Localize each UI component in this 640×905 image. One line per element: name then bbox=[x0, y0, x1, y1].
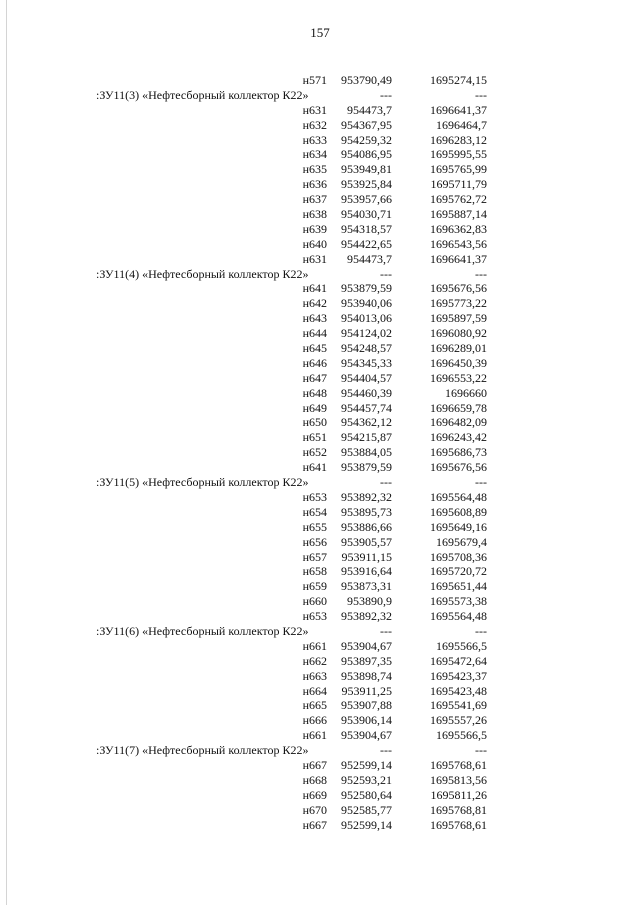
point-id: н641 bbox=[302, 460, 327, 475]
point-id: н636 bbox=[302, 177, 327, 192]
point-id: н653 bbox=[302, 609, 327, 624]
point-id: н668 bbox=[302, 772, 327, 787]
y-coordinate: 1695274,15 bbox=[430, 73, 487, 87]
x-coordinate: 953904,67 bbox=[341, 728, 392, 743]
y-coordinate: 1695768,61 bbox=[430, 757, 487, 772]
point-id: н650 bbox=[302, 415, 327, 430]
y-coordinate: 1695649,16 bbox=[430, 519, 487, 534]
y-coordinate: 1696464,7 bbox=[436, 117, 487, 132]
y-coordinate: 1695711,79 bbox=[430, 177, 487, 192]
point-id: н655 bbox=[302, 519, 327, 534]
x-coordinate: 952593,21 bbox=[341, 772, 392, 787]
coordinate-row bbox=[0, 684, 640, 699]
y-coordinate: 1695676,56 bbox=[430, 460, 487, 475]
point-id: н646 bbox=[302, 355, 327, 370]
y-coordinate: 1695573,38 bbox=[430, 594, 487, 609]
coordinate-row bbox=[0, 728, 640, 743]
coordinate-row bbox=[0, 356, 640, 371]
coordinate-row bbox=[0, 237, 640, 252]
y-coordinate: 1695564,48 bbox=[430, 489, 487, 504]
y-coordinate: 1695813,56 bbox=[430, 772, 487, 787]
point-id: н571 bbox=[302, 73, 327, 87]
coordinate-row bbox=[0, 177, 640, 192]
point-id: н661 bbox=[302, 638, 327, 653]
section-header-row bbox=[0, 475, 640, 490]
point-id: н644 bbox=[302, 326, 327, 341]
coordinate-row bbox=[0, 654, 640, 669]
coordinate-row bbox=[0, 505, 640, 520]
point-id: н661 bbox=[302, 728, 327, 743]
coordinate-row bbox=[0, 401, 640, 416]
coordinate-row bbox=[0, 564, 640, 579]
section-x-dash: --- bbox=[380, 475, 392, 490]
y-coordinate: 1695566,5 bbox=[436, 638, 487, 653]
y-coordinate: 1695811,26 bbox=[430, 787, 487, 802]
y-coordinate: 1696080,92 bbox=[430, 326, 487, 341]
y-coordinate: 1695566,5 bbox=[436, 728, 487, 743]
x-coordinate: 954318,57 bbox=[341, 221, 392, 236]
coordinate-row bbox=[0, 460, 640, 475]
coordinate-row bbox=[0, 311, 640, 326]
x-coordinate: 953898,74 bbox=[341, 668, 392, 683]
x-coordinate: 954259,32 bbox=[341, 132, 392, 147]
y-coordinate: 1696283,12 bbox=[430, 132, 487, 147]
x-coordinate: 954215,87 bbox=[341, 430, 392, 445]
x-coordinate: 953907,88 bbox=[341, 698, 392, 713]
y-coordinate: 1695651,44 bbox=[430, 579, 487, 594]
section-header-row bbox=[0, 624, 640, 639]
coordinate-row bbox=[0, 445, 640, 460]
y-coordinate: 1695557,26 bbox=[430, 713, 487, 728]
coordinate-row bbox=[0, 639, 640, 654]
coordinate-row bbox=[0, 147, 640, 162]
x-coordinate: 954457,74 bbox=[341, 400, 392, 415]
y-coordinate: 1695472,64 bbox=[430, 653, 487, 668]
x-coordinate: 954473,7 bbox=[347, 102, 392, 117]
coordinate-row bbox=[0, 326, 640, 341]
section-title: :ЗУ11(5) «Нефтесборный коллектор К22» bbox=[96, 475, 309, 490]
x-coordinate: 953892,32 bbox=[341, 489, 392, 504]
point-id: н634 bbox=[302, 147, 327, 162]
point-id: н633 bbox=[302, 132, 327, 147]
coordinate-row bbox=[0, 430, 640, 445]
point-id: н667 bbox=[302, 817, 327, 832]
x-coordinate: 952599,14 bbox=[341, 817, 392, 832]
coordinate-row bbox=[0, 490, 640, 505]
coordinate-row bbox=[0, 162, 640, 177]
point-id: н645 bbox=[302, 341, 327, 356]
y-coordinate: 1695762,72 bbox=[430, 192, 487, 207]
y-coordinate: 1695897,59 bbox=[430, 311, 487, 326]
page-number: 157 bbox=[310, 25, 330, 40]
point-id: н648 bbox=[302, 385, 327, 400]
y-coordinate: 1695773,22 bbox=[430, 296, 487, 311]
point-id: н669 bbox=[302, 787, 327, 802]
section-title: :ЗУ11(3) «Нефтесборный коллектор К22» bbox=[96, 87, 309, 102]
point-id: н632 bbox=[302, 117, 327, 132]
point-id: н663 bbox=[302, 668, 327, 683]
coordinates-table bbox=[0, 73, 640, 832]
x-coordinate: 954124,02 bbox=[341, 326, 392, 341]
point-id: н638 bbox=[302, 207, 327, 222]
y-coordinate: 1695686,73 bbox=[430, 445, 487, 460]
y-coordinate: 1695564,48 bbox=[430, 609, 487, 624]
section-header-row bbox=[0, 267, 640, 282]
coordinate-row bbox=[0, 415, 640, 430]
y-coordinate: 1695423,48 bbox=[430, 683, 487, 698]
x-coordinate: 954345,33 bbox=[341, 355, 392, 370]
point-id: н667 bbox=[302, 757, 327, 772]
x-coordinate: 954086,95 bbox=[341, 147, 392, 162]
x-coordinate: 953897,35 bbox=[341, 653, 392, 668]
coordinate-row bbox=[0, 818, 640, 833]
x-coordinate: 952580,64 bbox=[341, 787, 392, 802]
coordinate-row bbox=[0, 698, 640, 713]
point-id: н631 bbox=[302, 251, 327, 266]
x-coordinate: 954404,57 bbox=[341, 370, 392, 385]
coordinate-row bbox=[0, 222, 640, 237]
point-id: н642 bbox=[302, 296, 327, 311]
x-coordinate: 954367,95 bbox=[341, 117, 392, 132]
x-coordinate: 953911,15 bbox=[341, 549, 392, 564]
x-coordinate: 953895,73 bbox=[341, 504, 392, 519]
point-id: н637 bbox=[302, 192, 327, 207]
x-coordinate: 954362,12 bbox=[341, 415, 392, 430]
x-coordinate: 953890,9 bbox=[347, 594, 392, 609]
section-x-dash: --- bbox=[380, 87, 392, 102]
point-id: н662 bbox=[302, 653, 327, 668]
y-coordinate: 1695708,36 bbox=[430, 549, 487, 564]
x-coordinate: 954248,57 bbox=[341, 341, 392, 356]
coordinate-row bbox=[0, 73, 640, 88]
x-coordinate: 953904,67 bbox=[341, 638, 392, 653]
coordinate-row bbox=[0, 758, 640, 773]
x-coordinate: 953957,66 bbox=[341, 192, 392, 207]
y-coordinate: 1695768,81 bbox=[430, 802, 487, 817]
x-coordinate: 953790,49 bbox=[341, 73, 392, 87]
coordinate-row bbox=[0, 192, 640, 207]
section-y-dash: --- bbox=[475, 475, 487, 490]
point-id: н670 bbox=[302, 802, 327, 817]
section-x-dash: --- bbox=[380, 743, 392, 758]
coordinate-row bbox=[0, 788, 640, 803]
coordinate-row bbox=[0, 550, 640, 565]
coordinate-row bbox=[0, 103, 640, 118]
section-title: :ЗУ11(6) «Нефтесборный коллектор К22» bbox=[96, 623, 309, 638]
coordinate-row bbox=[0, 773, 640, 788]
point-id: н666 bbox=[302, 713, 327, 728]
x-coordinate: 953879,59 bbox=[341, 460, 392, 475]
section-header-row bbox=[0, 88, 640, 103]
point-id: н665 bbox=[302, 698, 327, 713]
y-coordinate: 1695720,72 bbox=[430, 564, 487, 579]
y-coordinate: 1695765,99 bbox=[430, 162, 487, 177]
y-coordinate: 1696362,83 bbox=[430, 221, 487, 236]
coordinate-row bbox=[0, 594, 640, 609]
point-id: н631 bbox=[302, 102, 327, 117]
y-coordinate: 1696641,37 bbox=[430, 102, 487, 117]
point-id: н643 bbox=[302, 311, 327, 326]
point-id: н639 bbox=[302, 221, 327, 236]
x-coordinate: 953949,81 bbox=[341, 162, 392, 177]
y-coordinate: 1695608,89 bbox=[430, 504, 487, 519]
x-coordinate: 953886,66 bbox=[341, 519, 392, 534]
x-coordinate: 952585,77 bbox=[341, 802, 392, 817]
y-coordinate: 1696641,37 bbox=[430, 251, 487, 266]
x-coordinate: 952599,14 bbox=[341, 757, 392, 772]
coordinate-row bbox=[0, 535, 640, 550]
section-title: :ЗУ11(4) «Нефтесборный коллектор К22» bbox=[96, 266, 309, 281]
section-y-dash: --- bbox=[475, 623, 487, 638]
y-coordinate: 1696553,22 bbox=[430, 370, 487, 385]
coordinate-row bbox=[0, 207, 640, 222]
point-id: н652 bbox=[302, 445, 327, 460]
y-coordinate: 1695676,56 bbox=[430, 281, 487, 296]
coordinate-row bbox=[0, 669, 640, 684]
x-coordinate: 953873,31 bbox=[341, 579, 392, 594]
x-coordinate: 954473,7 bbox=[347, 251, 392, 266]
x-coordinate: 954030,71 bbox=[341, 207, 392, 222]
x-coordinate: 953884,05 bbox=[341, 445, 392, 460]
section-title: :ЗУ11(7) «Нефтесборный коллектор К22» bbox=[96, 743, 309, 758]
section-header-row bbox=[0, 743, 640, 758]
coordinate-row bbox=[0, 579, 640, 594]
point-id: н657 bbox=[302, 549, 327, 564]
x-coordinate: 953905,57 bbox=[341, 534, 392, 549]
point-id: н647 bbox=[302, 370, 327, 385]
y-coordinate: 1696543,56 bbox=[430, 236, 487, 251]
y-coordinate: 1696243,42 bbox=[430, 430, 487, 445]
coordinate-row bbox=[0, 713, 640, 728]
coordinate-row bbox=[0, 252, 640, 267]
point-id: н660 bbox=[302, 594, 327, 609]
y-coordinate: 1695541,69 bbox=[430, 698, 487, 713]
y-coordinate: 1695679,4 bbox=[436, 534, 487, 549]
coordinate-row bbox=[0, 609, 640, 624]
point-id: н659 bbox=[302, 579, 327, 594]
point-id: н658 bbox=[302, 564, 327, 579]
coordinate-row bbox=[0, 118, 640, 133]
y-coordinate: 1696450,39 bbox=[430, 355, 487, 370]
y-coordinate: 1696660 bbox=[445, 385, 487, 400]
x-coordinate: 953940,06 bbox=[341, 296, 392, 311]
coordinate-row bbox=[0, 133, 640, 148]
coordinate-row bbox=[0, 386, 640, 401]
x-coordinate: 953925,84 bbox=[341, 177, 392, 192]
section-y-dash: --- bbox=[475, 266, 487, 281]
point-id: н664 bbox=[302, 683, 327, 698]
point-id: н651 bbox=[302, 430, 327, 445]
x-coordinate: 953892,32 bbox=[341, 609, 392, 624]
x-coordinate: 953916,64 bbox=[341, 564, 392, 579]
point-id: н654 bbox=[302, 504, 327, 519]
point-id: н656 bbox=[302, 534, 327, 549]
point-id: н635 bbox=[302, 162, 327, 177]
x-coordinate: 953879,59 bbox=[341, 281, 392, 296]
x-coordinate: 953906,14 bbox=[341, 713, 392, 728]
x-coordinate: 953911,25 bbox=[341, 683, 392, 698]
point-id: н649 bbox=[302, 400, 327, 415]
coordinate-row bbox=[0, 371, 640, 386]
section-x-dash: --- bbox=[380, 266, 392, 281]
y-coordinate: 1695423,37 bbox=[430, 668, 487, 683]
point-id: н640 bbox=[302, 236, 327, 251]
x-coordinate: 954460,39 bbox=[341, 385, 392, 400]
y-coordinate: 1696482,09 bbox=[430, 415, 487, 430]
y-coordinate: 1696289,01 bbox=[430, 341, 487, 356]
coordinate-row bbox=[0, 803, 640, 818]
section-y-dash: --- bbox=[475, 87, 487, 102]
coordinate-row bbox=[0, 296, 640, 311]
y-coordinate: 1696659,78 bbox=[430, 400, 487, 415]
coordinate-row bbox=[0, 281, 640, 296]
x-coordinate: 954013,06 bbox=[341, 311, 392, 326]
point-id: н653 bbox=[302, 489, 327, 504]
point-id: н641 bbox=[302, 281, 327, 296]
section-x-dash: --- bbox=[380, 623, 392, 638]
coordinate-row bbox=[0, 520, 640, 535]
section-y-dash: --- bbox=[475, 743, 487, 758]
coordinate-row bbox=[0, 341, 640, 356]
x-coordinate: 954422,65 bbox=[341, 236, 392, 251]
y-coordinate: 1695768,61 bbox=[430, 817, 487, 832]
y-coordinate: 1695995,55 bbox=[430, 147, 487, 162]
y-coordinate: 1695887,14 bbox=[430, 207, 487, 222]
